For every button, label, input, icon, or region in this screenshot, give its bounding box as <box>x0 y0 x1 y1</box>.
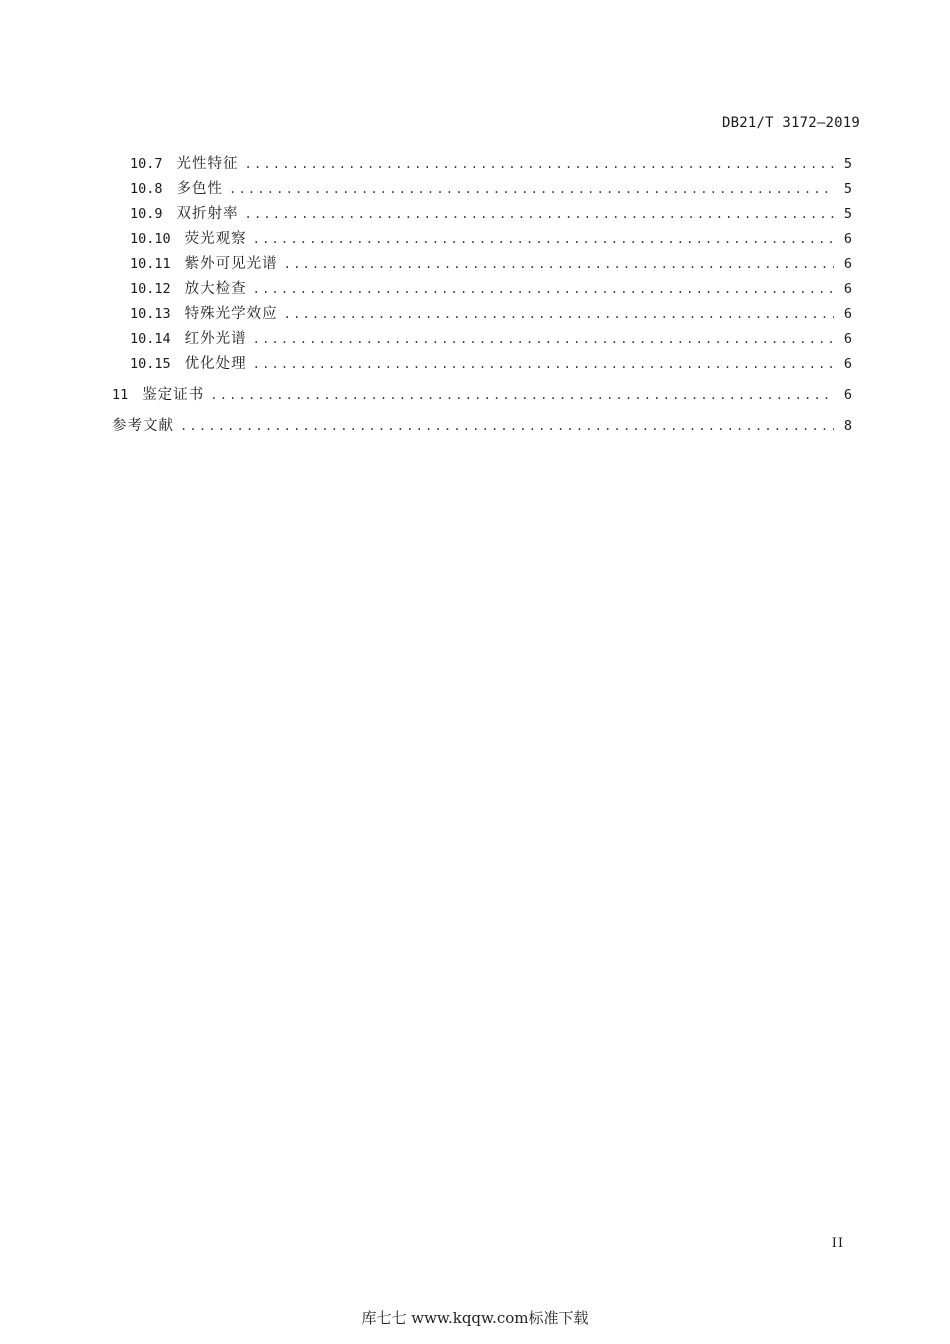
toc-entry[interactable] <box>112 383 852 408</box>
toc-dot-leader <box>210 383 834 408</box>
toc-dot-leader <box>180 414 834 439</box>
toc-entry-number: 10.12 <box>130 281 171 297</box>
toc-entry-title: 双折射率 <box>176 206 239 222</box>
toc-entry-number: 10.11 <box>130 256 171 272</box>
toc-entry-title: 紫外可见光谱 <box>184 256 278 272</box>
toc-entry-title: 参考文献 <box>112 418 174 434</box>
toc-entry[interactable] <box>112 327 852 352</box>
toc-entry-page: 5 <box>843 181 852 197</box>
toc-dot-leader <box>253 227 834 252</box>
toc-dot-leader <box>253 327 834 352</box>
toc-entry[interactable] <box>112 252 852 277</box>
toc-entry-page: 5 <box>843 206 852 222</box>
toc-entry-page: 6 <box>843 356 852 372</box>
table-of-contents <box>112 152 852 439</box>
toc-entry[interactable] <box>112 302 852 327</box>
toc-dot-leader <box>229 177 834 202</box>
toc-entry-page: 6 <box>843 387 852 403</box>
toc-entry[interactable] <box>112 227 852 252</box>
toc-entry-number: 11 <box>112 387 129 403</box>
toc-dot-leader <box>284 252 834 277</box>
watermark-text: 库七七 www.kqqw.com标准下载 <box>361 1309 589 1327</box>
toc-entry-title: 优化处理 <box>184 356 247 372</box>
toc-entry-page: 6 <box>843 281 852 297</box>
toc-entry-number: 10.9 <box>130 206 163 222</box>
toc-entry-page: 6 <box>843 231 852 247</box>
toc-dot-leader <box>253 277 834 302</box>
toc-entry-title: 红外光谱 <box>184 331 247 347</box>
toc-entry[interactable] <box>112 202 852 227</box>
toc-entry-number: 10.7 <box>130 156 163 172</box>
toc-entry-page: 6 <box>843 331 852 347</box>
toc-entry-page: 6 <box>843 256 852 272</box>
toc-entry[interactable] <box>112 152 852 177</box>
toc-entry-page: 5 <box>843 156 852 172</box>
toc-entry-title: 荧光观察 <box>184 231 247 247</box>
toc-entry-number: 10.8 <box>130 181 163 197</box>
toc-entry[interactable] <box>112 177 852 202</box>
toc-entry-number: 10.10 <box>130 231 171 247</box>
toc-dot-leader <box>245 152 834 177</box>
toc-dot-leader <box>284 302 834 327</box>
toc-entry-title: 光性特征 <box>176 156 239 172</box>
toc-entry[interactable] <box>112 352 852 377</box>
document-code: DB21/T 3172—2019 <box>721 115 860 131</box>
toc-dot-leader <box>245 202 834 227</box>
toc-entry-page: 6 <box>843 306 852 322</box>
toc-entry-title: 鉴定证书 <box>142 387 205 403</box>
toc-entry-title: 多色性 <box>176 181 224 197</box>
toc-entry-number: 10.13 <box>130 306 171 322</box>
toc-entry[interactable] <box>112 414 852 439</box>
toc-entry-number: 10.14 <box>130 331 171 347</box>
page-number: II <box>831 1236 844 1251</box>
toc-entry-page: 8 <box>843 418 852 434</box>
toc-entry[interactable] <box>112 277 852 302</box>
toc-entry-number: 10.15 <box>130 356 171 372</box>
toc-entry-title: 特殊光学效应 <box>184 306 278 322</box>
toc-dot-leader <box>253 352 834 377</box>
toc-entry-title: 放大检查 <box>184 281 247 297</box>
